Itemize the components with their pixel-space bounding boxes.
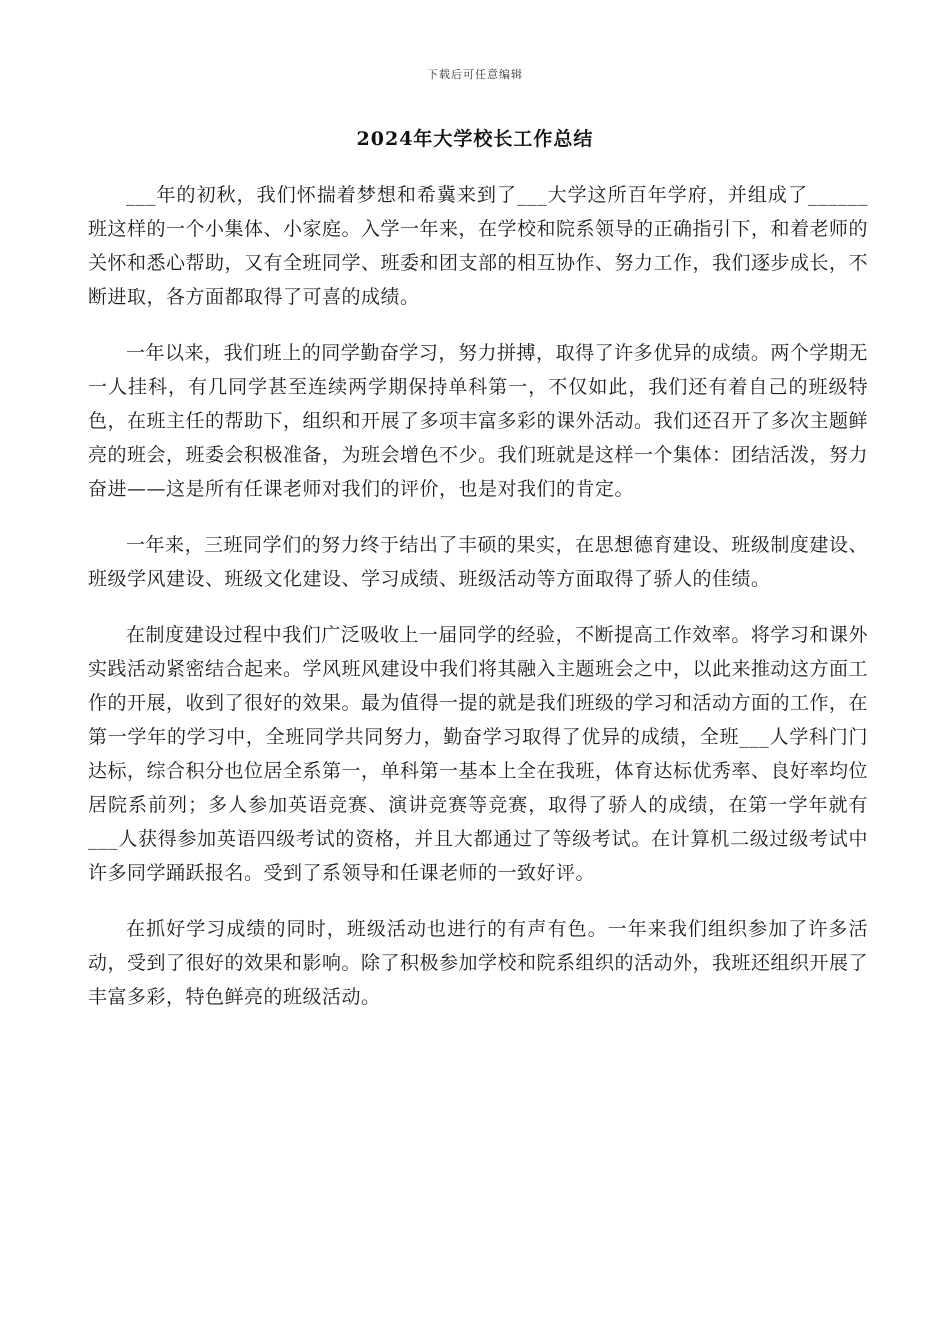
paragraph: 在制度建设过程中我们广泛吸收上一届同学的经验，不断提高工作效率。将学习和课外实践活动紧密结合起来。学风班风建设中我们将其融入主题班会之中，以此来推动这方面工作的开展，收到了很好的效果。最为值得一提的就是我们班级的学习和活动方面的工作，在第一学年的学习中，全班同学共同努力，勤奋学习取得了优异的成绩，全班___人学科门门达标，综合积分也位居全系第一，单科第一基本上全在我班，体育达标优秀率、良好率均位居院系前列；多人参加英语竞赛、演讲竞赛等竞赛，取得了骄人的成绩，在第一学年就有___人获得参加英语四级考试的资格，并且大都通过了等级考试。在计算机二级过级考试中许多同学踊跃报名。受到了系领导和任课老师的一致好评。 <box>88 624 869 884</box>
paragraph: 在抓好学习成绩的同时，班级活动也进行的有声有色。一年来我们组织参加了许多活动，受到了很好的效果和影响。除了积极参加学校和院系组织的活动外，我班还组织开展了丰富多彩，特色鲜亮的班级活动。 <box>88 918 869 1008</box>
paragraph: 一年来，三班同学们的努力终于结出了丰硕的果实，在思想德育建设、班级制度建设、班级学风建设、班级文化建设、学习成绩、班级活动等方面取得了骄人的佳绩。 <box>88 534 868 590</box>
paragraph: ___年的初秋，我们怀揣着梦想和希冀来到了___大学这所百年学府，并组成了______班这样的一个小集体、小家庭。入学一年来，在学校和院系领导的正确指引下，和着老师的关怀和悉心帮助，又有全班同学、班委和团支部的相互协作、努力工作，我们逐步成长，不断进取，各方面都取得了可喜的成绩。 <box>88 184 869 308</box>
paragraph: 一年以来，我们班上的同学勤奋学习，努力拼搏，取得了许多优异的成绩。两个学期无一人挂科，有几同学甚至连续两学期保持单科第一，不仅如此，我们还有着自己的班级特色，在班主任的帮助下，组织和开展了多项丰富多彩的课外活动。我们还召开了多次主题鲜亮的班会，班委会积极准备，为班会增色不少。我们班就是这样一个集体：团结活泼，努力奋进——这是所有任课老师对我们的评价，也是对我们的肯定。 <box>88 342 869 500</box>
page-title: 2024年大学校长工作总结 <box>356 128 594 150</box>
header-note: 下载后可任意编辑 <box>427 68 523 81</box>
document-body <box>88 178 868 1036</box>
